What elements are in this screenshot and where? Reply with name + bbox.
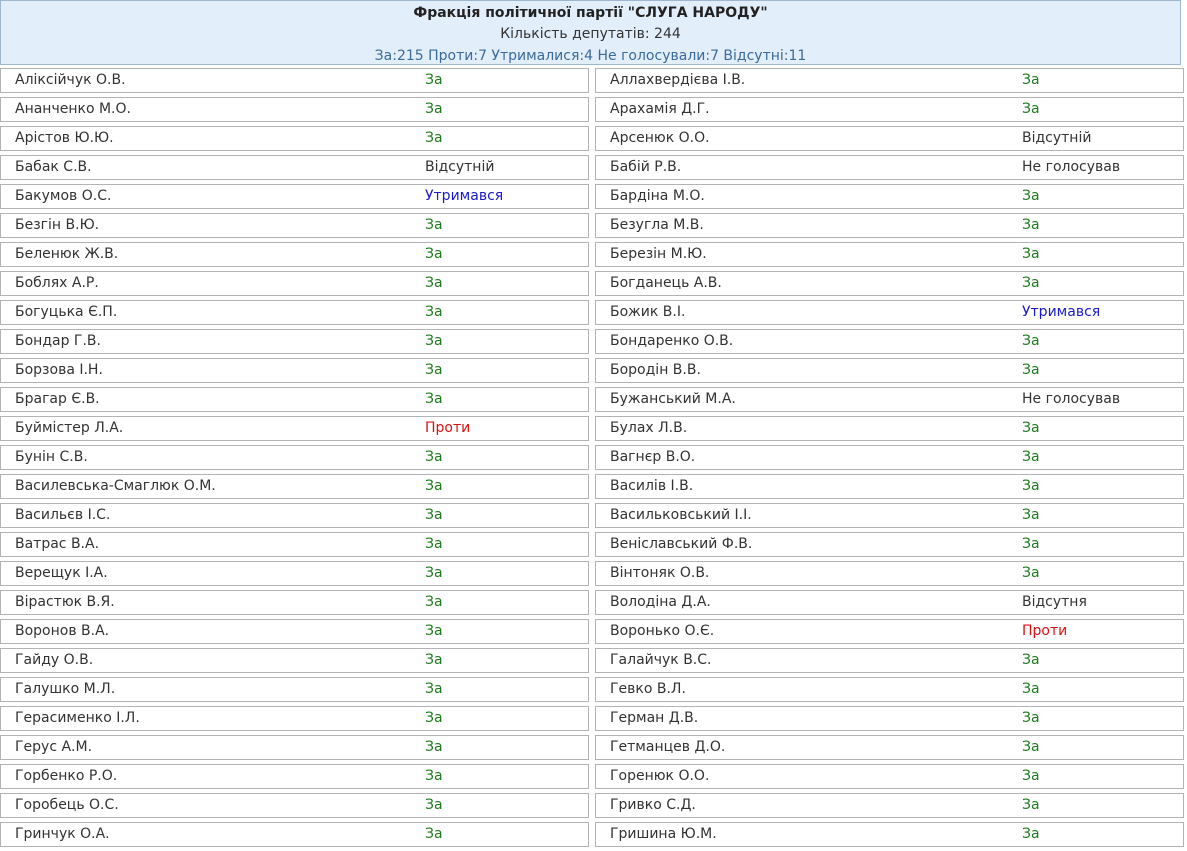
deputy-name: Божик В.І. xyxy=(610,304,686,320)
deputy-row xyxy=(0,184,589,209)
deputy-vote: За xyxy=(1022,681,1040,697)
deputy-row xyxy=(0,329,589,354)
deputy-row xyxy=(595,300,1184,325)
deputy-vote: За xyxy=(1022,536,1040,552)
deputy-row xyxy=(0,648,589,673)
deputy-row xyxy=(595,68,1184,93)
deputy-vote: За xyxy=(425,536,443,552)
faction-title: Фракція політичної партії "СЛУГА НАРОДУ" xyxy=(413,5,768,21)
deputy-row xyxy=(595,677,1184,702)
deputy-row xyxy=(0,97,589,122)
deputy-vote: За xyxy=(425,333,443,349)
deputies-count: Кількість депутатів: 244 xyxy=(500,26,681,42)
deputy-name: Василевська-Смаглюк О.М. xyxy=(15,478,216,494)
deputy-vote: За xyxy=(1022,449,1040,465)
deputy-name: Верещук І.А. xyxy=(15,565,108,581)
deputy-vote: За xyxy=(425,391,443,407)
deputy-row xyxy=(0,619,589,644)
deputy-vote: За xyxy=(425,246,443,262)
deputy-row xyxy=(595,213,1184,238)
deputy-name: Горобець О.С. xyxy=(15,797,119,813)
deputy-name: Буймістер Л.А. xyxy=(15,420,124,436)
deputy-name: Ананченко М.О. xyxy=(15,101,131,117)
deputy-vote: За xyxy=(425,275,443,291)
deputy-name: Арахамія Д.Г. xyxy=(610,101,710,117)
deputy-row xyxy=(595,822,1184,847)
deputy-row xyxy=(595,97,1184,122)
deputy-vote: За xyxy=(1022,652,1040,668)
deputy-row xyxy=(595,648,1184,673)
deputy-row xyxy=(0,590,589,615)
deputy-vote: За xyxy=(425,362,443,378)
deputy-name: Воронов В.А. xyxy=(15,623,110,639)
deputy-name: Безгін В.Ю. xyxy=(15,217,100,233)
deputy-name: Арсенюк О.О. xyxy=(610,130,710,146)
deputy-row xyxy=(0,706,589,731)
faction-header xyxy=(0,0,1181,65)
deputy-name: Галайчук В.С. xyxy=(610,652,712,668)
deputies-column-left xyxy=(0,68,589,851)
deputy-name: Васильєв І.С. xyxy=(15,507,111,523)
deputy-name: Аліксійчук О.В. xyxy=(15,72,126,88)
deputy-name: Галушко М.Л. xyxy=(15,681,116,697)
deputy-row xyxy=(595,387,1184,412)
deputy-row xyxy=(595,416,1184,441)
deputy-name: Воронько О.Є. xyxy=(610,623,715,639)
deputy-row xyxy=(595,764,1184,789)
deputy-row xyxy=(595,619,1184,644)
deputy-row xyxy=(595,184,1184,209)
deputy-row xyxy=(0,561,589,586)
deputy-name: Бабій Р.В. xyxy=(610,159,682,175)
deputy-name: Бондаренко О.В. xyxy=(610,333,734,349)
deputy-vote: За xyxy=(1022,275,1040,291)
deputy-name: Горбенко Р.О. xyxy=(15,768,118,784)
vote-summary: За:215 Проти:7 Утрималися:4 Не голосували:7 Відсутні:11 xyxy=(374,48,807,64)
deputy-name: Богуцька Є.П. xyxy=(15,304,118,320)
deputy-name: Гринчук О.А. xyxy=(15,826,110,842)
deputy-vote: За xyxy=(425,304,443,320)
deputy-row xyxy=(0,300,589,325)
deputy-name: Борзова І.Н. xyxy=(15,362,103,378)
deputy-name: Бабак С.В. xyxy=(15,159,92,175)
deputy-row xyxy=(0,822,589,847)
deputy-name: Аллахвердієва І.В. xyxy=(610,72,746,88)
deputy-name: Бунін С.В. xyxy=(15,449,88,465)
deputy-name: Вінтоняк О.В. xyxy=(610,565,710,581)
deputy-name: Гривко С.Д. xyxy=(610,797,696,813)
deputies-column-right xyxy=(595,68,1184,851)
deputy-name: Вірастюк В.Я. xyxy=(15,594,115,610)
deputy-vote: За xyxy=(1022,246,1040,262)
deputy-row xyxy=(595,329,1184,354)
deputy-name: Брагар Є.В. xyxy=(15,391,100,407)
deputy-name: Васильковський І.І. xyxy=(610,507,752,523)
deputy-vote: За xyxy=(1022,739,1040,755)
deputy-vote: За xyxy=(425,101,443,117)
deputy-row xyxy=(0,213,589,238)
deputy-row xyxy=(595,474,1184,499)
deputy-vote: За xyxy=(1022,101,1040,117)
deputy-vote: За xyxy=(1022,188,1040,204)
deputy-row xyxy=(0,126,589,151)
deputy-vote: За xyxy=(425,449,443,465)
deputy-name: Гайду О.В. xyxy=(15,652,94,668)
deputy-vote: Не голосував xyxy=(1022,391,1121,407)
deputy-name: Бакумов О.С. xyxy=(15,188,112,204)
deputy-row xyxy=(0,155,589,180)
deputy-row xyxy=(0,764,589,789)
deputy-vote: За xyxy=(425,768,443,784)
deputy-vote: Відсутній xyxy=(1022,130,1092,146)
deputy-vote: Утримався xyxy=(1022,304,1101,320)
deputy-row xyxy=(595,503,1184,528)
deputy-name: Герасименко І.Л. xyxy=(15,710,140,726)
deputy-name: Гришина Ю.М. xyxy=(610,826,717,842)
deputy-vote: За xyxy=(425,130,443,146)
deputy-name: Бардіна М.О. xyxy=(610,188,705,204)
deputy-name: Герман Д.В. xyxy=(610,710,699,726)
deputy-row xyxy=(0,474,589,499)
deputy-name: Герус А.М. xyxy=(15,739,93,755)
deputy-name: Бондар Г.В. xyxy=(15,333,101,349)
deputy-name: Василів І.В. xyxy=(610,478,694,494)
deputy-row xyxy=(595,155,1184,180)
deputy-vote: За xyxy=(425,72,443,88)
deputy-row xyxy=(595,532,1184,557)
deputy-vote: За xyxy=(1022,217,1040,233)
deputy-row xyxy=(595,358,1184,383)
deputy-vote: Проти xyxy=(1022,623,1068,639)
deputy-name: Веніславський Ф.В. xyxy=(610,536,753,552)
deputy-row xyxy=(0,416,589,441)
deputy-name: Гевко В.Л. xyxy=(610,681,686,697)
deputy-name: Гетманцев Д.О. xyxy=(610,739,726,755)
deputy-name: Богданець А.В. xyxy=(610,275,722,291)
deputy-name: Булах Л.В. xyxy=(610,420,688,436)
deputy-vote: За xyxy=(1022,420,1040,436)
deputy-row xyxy=(0,445,589,470)
deputy-vote: За xyxy=(1022,710,1040,726)
deputy-vote: За xyxy=(1022,797,1040,813)
deputy-vote: Відсутній xyxy=(425,159,495,175)
deputy-vote: За xyxy=(425,681,443,697)
deputy-name: Бужанський М.А. xyxy=(610,391,736,407)
deputy-row xyxy=(0,387,589,412)
deputy-row xyxy=(0,503,589,528)
deputy-vote: За xyxy=(1022,826,1040,842)
deputy-row xyxy=(595,561,1184,586)
deputy-name: Бородін В.В. xyxy=(610,362,701,378)
deputy-row xyxy=(595,271,1184,296)
deputy-name: Безугла М.В. xyxy=(610,217,704,233)
deputy-vote: За xyxy=(425,565,443,581)
deputy-vote: За xyxy=(1022,362,1040,378)
deputy-name: Арістов Ю.Ю. xyxy=(15,130,114,146)
deputy-row xyxy=(595,735,1184,760)
deputy-row xyxy=(0,793,589,818)
deputy-name: Володіна Д.А. xyxy=(610,594,711,610)
deputy-row xyxy=(595,706,1184,731)
deputy-row xyxy=(595,445,1184,470)
deputy-vote: Утримався xyxy=(425,188,504,204)
deputy-row xyxy=(0,242,589,267)
deputy-row xyxy=(0,677,589,702)
deputy-vote: За xyxy=(1022,507,1040,523)
deputy-vote: За xyxy=(425,739,443,755)
deputy-vote: За xyxy=(425,594,443,610)
deputy-name: Беленюк Ж.В. xyxy=(15,246,119,262)
deputy-vote: За xyxy=(1022,768,1040,784)
deputy-row xyxy=(0,735,589,760)
deputy-name: Березін М.Ю. xyxy=(610,246,707,262)
deputy-vote: За xyxy=(425,652,443,668)
deputy-row xyxy=(0,532,589,557)
deputy-name: Боблях А.Р. xyxy=(15,275,99,291)
deputy-row xyxy=(0,271,589,296)
deputy-vote: За xyxy=(425,507,443,523)
deputy-name: Ватрас В.А. xyxy=(15,536,100,552)
deputy-vote: За xyxy=(1022,72,1040,88)
deputy-row xyxy=(0,358,589,383)
deputy-vote: Не голосував xyxy=(1022,159,1121,175)
deputy-vote: За xyxy=(1022,565,1040,581)
deputy-vote: Проти xyxy=(425,420,471,436)
deputy-vote: За xyxy=(425,623,443,639)
deputy-vote: За xyxy=(425,478,443,494)
deputy-vote: За xyxy=(1022,333,1040,349)
deputy-row xyxy=(595,126,1184,151)
deputy-row xyxy=(595,242,1184,267)
deputy-name: Горенюк О.О. xyxy=(610,768,710,784)
deputy-vote: За xyxy=(425,217,443,233)
deputy-vote: За xyxy=(425,797,443,813)
deputy-vote: За xyxy=(1022,478,1040,494)
deputy-vote: Відсутня xyxy=(1022,594,1087,610)
deputy-row xyxy=(595,590,1184,615)
deputy-vote: За xyxy=(425,826,443,842)
deputy-row xyxy=(595,793,1184,818)
deputy-row xyxy=(0,68,589,93)
deputy-name: Вагнєр В.О. xyxy=(610,449,696,465)
deputy-vote: За xyxy=(425,710,443,726)
